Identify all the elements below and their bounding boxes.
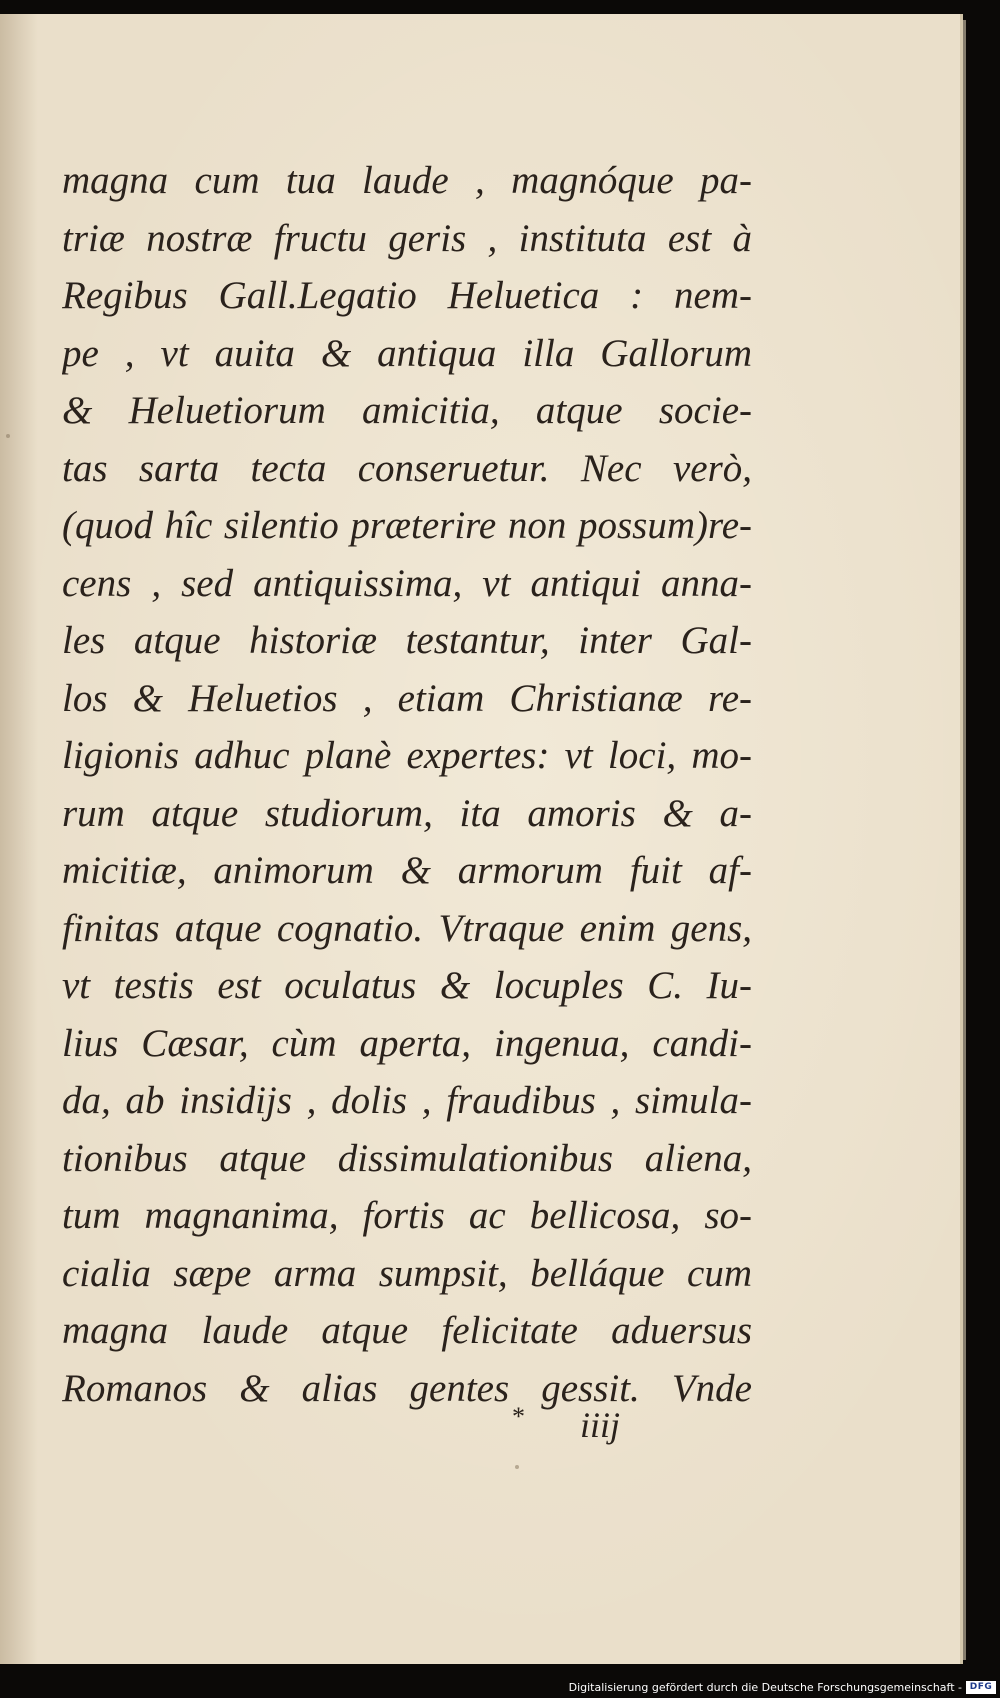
text-line: rum atque studiorum, ita amoris & a- <box>62 791 752 835</box>
text-line: vt testis est oculatus & locuples C. Iu- <box>62 964 752 1007</box>
text-line: Regibus Gall.Legatio Heluetica : nem- <box>62 274 752 317</box>
signature-mark: * <box>512 1402 525 1431</box>
dfg-logo-icon: DFG <box>966 1681 996 1694</box>
text-line: ligionis adhuc planè expertes: vt loci, mo- <box>62 734 752 777</box>
text-line: lius Cæsar, cùm aperta, ingenua, candi- <box>62 1021 752 1065</box>
text-line: micitiæ, animorum & armorum fuit af- <box>62 849 752 892</box>
paper-speck <box>515 1465 519 1469</box>
text-line: cialia sæpe arma sumpsit, belláque cum <box>62 1251 752 1295</box>
text-line: les atque historiæ testantur, inter Gal- <box>62 619 752 662</box>
page-text-block <box>62 152 752 1417</box>
book-page <box>0 14 963 1664</box>
signature-row <box>500 1402 660 1452</box>
text-line: & Heluetiorum amicitia, atque socie- <box>62 389 752 432</box>
text-line: Romanos & alias gentes gessit. Vnde <box>62 1366 752 1410</box>
text-line: da, ab insidijs , dolis , fraudibus , simula- <box>62 1079 752 1122</box>
footer-credit-text: Digitalisierung gefördert durch die Deutsche Forschungsgemeinschaft - <box>568 1680 962 1694</box>
text-line: pe , vt auita & antiqua illa Gallorum <box>62 331 752 375</box>
paper-speck <box>6 434 10 438</box>
page-edge <box>960 20 966 1660</box>
text-line: magna cum tua laude , magnóque pa- <box>62 159 752 202</box>
text-line: tas sarta tecta conseruetur. Nec verò, <box>62 446 752 490</box>
text-line: magna laude atque felicitate aduersus <box>62 1309 752 1352</box>
text-line: tum magnanima, fortis ac bellicosa, so- <box>62 1194 752 1237</box>
text-line: tionibus atque dissimulationibus aliena, <box>62 1136 752 1180</box>
text-line: (quod hîc silentio præterire non possum)re- <box>62 504 752 547</box>
text-line: triæ nostræ fructu geris , instituta est à <box>62 216 752 260</box>
text-line: finitas atque cognatio. Vtraque enim gens, <box>62 906 752 950</box>
signature-number: iiij <box>580 1405 621 1445</box>
text-line: los & Heluetios , etiam Christianæ re- <box>62 676 752 720</box>
text-line: cens , sed antiquissima, vt antiqui anna- <box>62 561 752 605</box>
footer-credit <box>569 1676 996 1698</box>
